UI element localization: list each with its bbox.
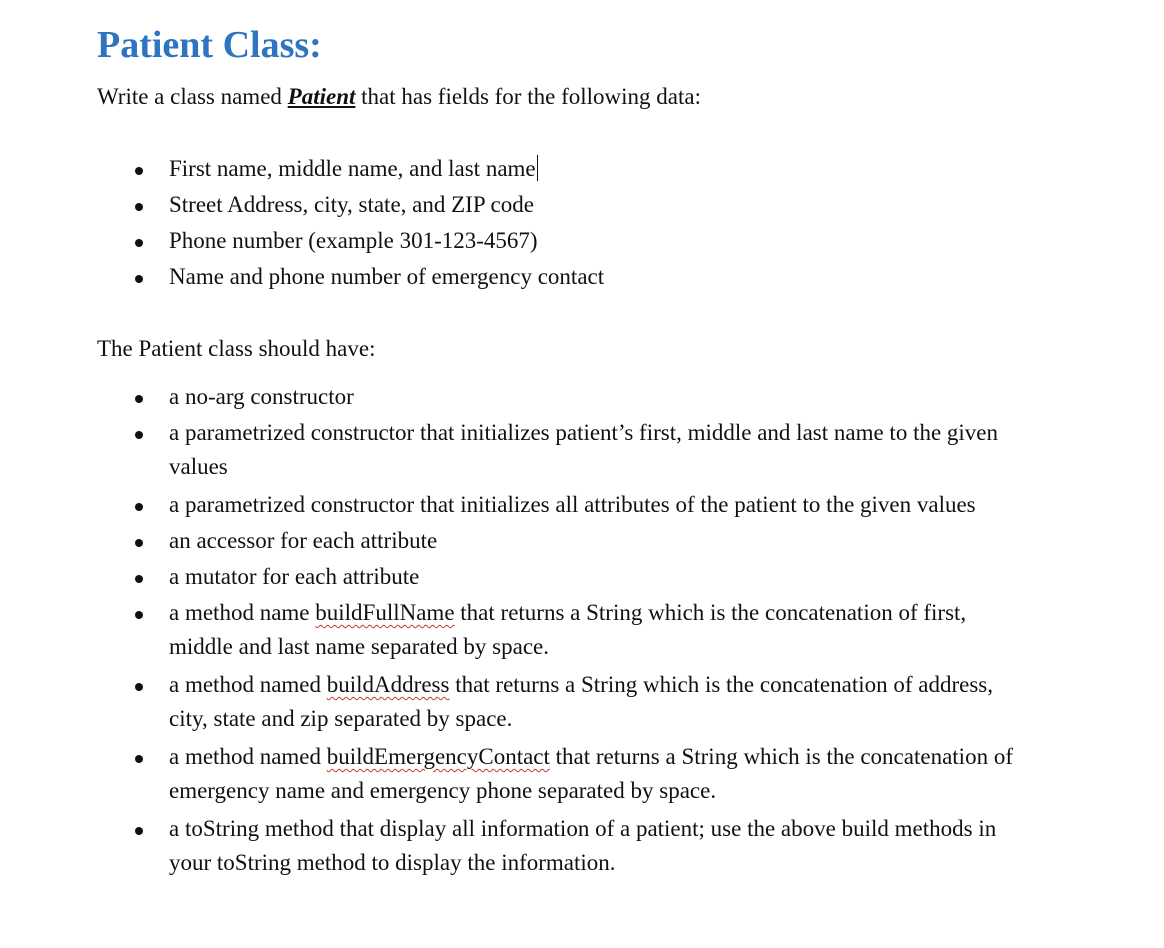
method-name-buildemergencycontact: buildEmergencyContact xyxy=(326,744,550,769)
bullet-icon xyxy=(135,431,143,439)
field-label: First name, middle name, and last name xyxy=(169,156,536,181)
requirement-text: an accessor for each attribute xyxy=(169,528,438,553)
text-before: a method named xyxy=(169,744,327,769)
bullet-icon xyxy=(135,611,143,619)
bullet-icon xyxy=(135,575,143,583)
bullet-icon xyxy=(135,683,143,691)
requirement-line xyxy=(169,596,966,630)
intro-text-after: that has fields for the following data: xyxy=(355,84,701,109)
requirement-line xyxy=(169,668,993,702)
intro-text-before: Write a class named xyxy=(97,84,288,109)
bullet-icon xyxy=(135,275,143,283)
requirement-line xyxy=(169,740,1013,774)
text-before: a method name xyxy=(169,600,316,625)
text-after: that returns a String which is the concatenation of address, xyxy=(449,672,993,697)
field-text xyxy=(169,152,1069,186)
requirements-heading: The Patient class should have: xyxy=(97,336,376,361)
bullet-icon xyxy=(135,827,143,835)
requirement-text: a mutator for each attribute xyxy=(169,564,420,589)
bullet-icon xyxy=(135,539,143,547)
field-label: Name and phone number of emergency contact xyxy=(169,264,605,289)
requirement-line: values xyxy=(169,454,228,479)
requirement-line: a toString method that display all information of a patient; use the above build methods in xyxy=(169,816,997,841)
text-after: that returns a String which is the concatenation of first, xyxy=(454,600,967,625)
bullet-icon xyxy=(135,755,143,763)
method-name-buildaddress: buildAddress xyxy=(326,672,450,697)
field-label: Street Address, city, state, and ZIP code xyxy=(169,192,534,217)
class-name: Patient xyxy=(287,84,356,109)
bullet-icon xyxy=(135,167,143,175)
text-before: a method named xyxy=(169,672,327,697)
text-cursor xyxy=(537,155,539,181)
requirement-line: emergency name and emergency phone separated by space. xyxy=(169,778,717,803)
requirement-line: city, state and zip separated by space. xyxy=(169,706,513,731)
method-name-buildfullname: buildFullName xyxy=(315,600,455,625)
requirement-text: a parametrized constructor that initializes all attributes of the patient to the given values xyxy=(169,492,976,517)
bullet-icon xyxy=(135,203,143,211)
document-title: Patient Class: xyxy=(97,24,322,66)
bullet-icon xyxy=(135,395,143,403)
intro-paragraph xyxy=(97,82,701,112)
requirement-line: a parametrized constructor that initializes patient’s first, middle and last name to the given xyxy=(169,420,999,445)
text-after: that returns a String which is the concatenation of xyxy=(549,744,1013,769)
requirement-line: middle and last name separated by space. xyxy=(169,634,549,659)
requirement-text: a no-arg constructor xyxy=(169,384,354,409)
field-label: Phone number (example 301-123-4567) xyxy=(169,228,538,253)
bullet-icon xyxy=(135,239,143,247)
requirement-text xyxy=(169,812,1069,948)
requirement-line: your toString method to display the information. xyxy=(169,850,616,875)
bullet-icon xyxy=(135,503,143,511)
